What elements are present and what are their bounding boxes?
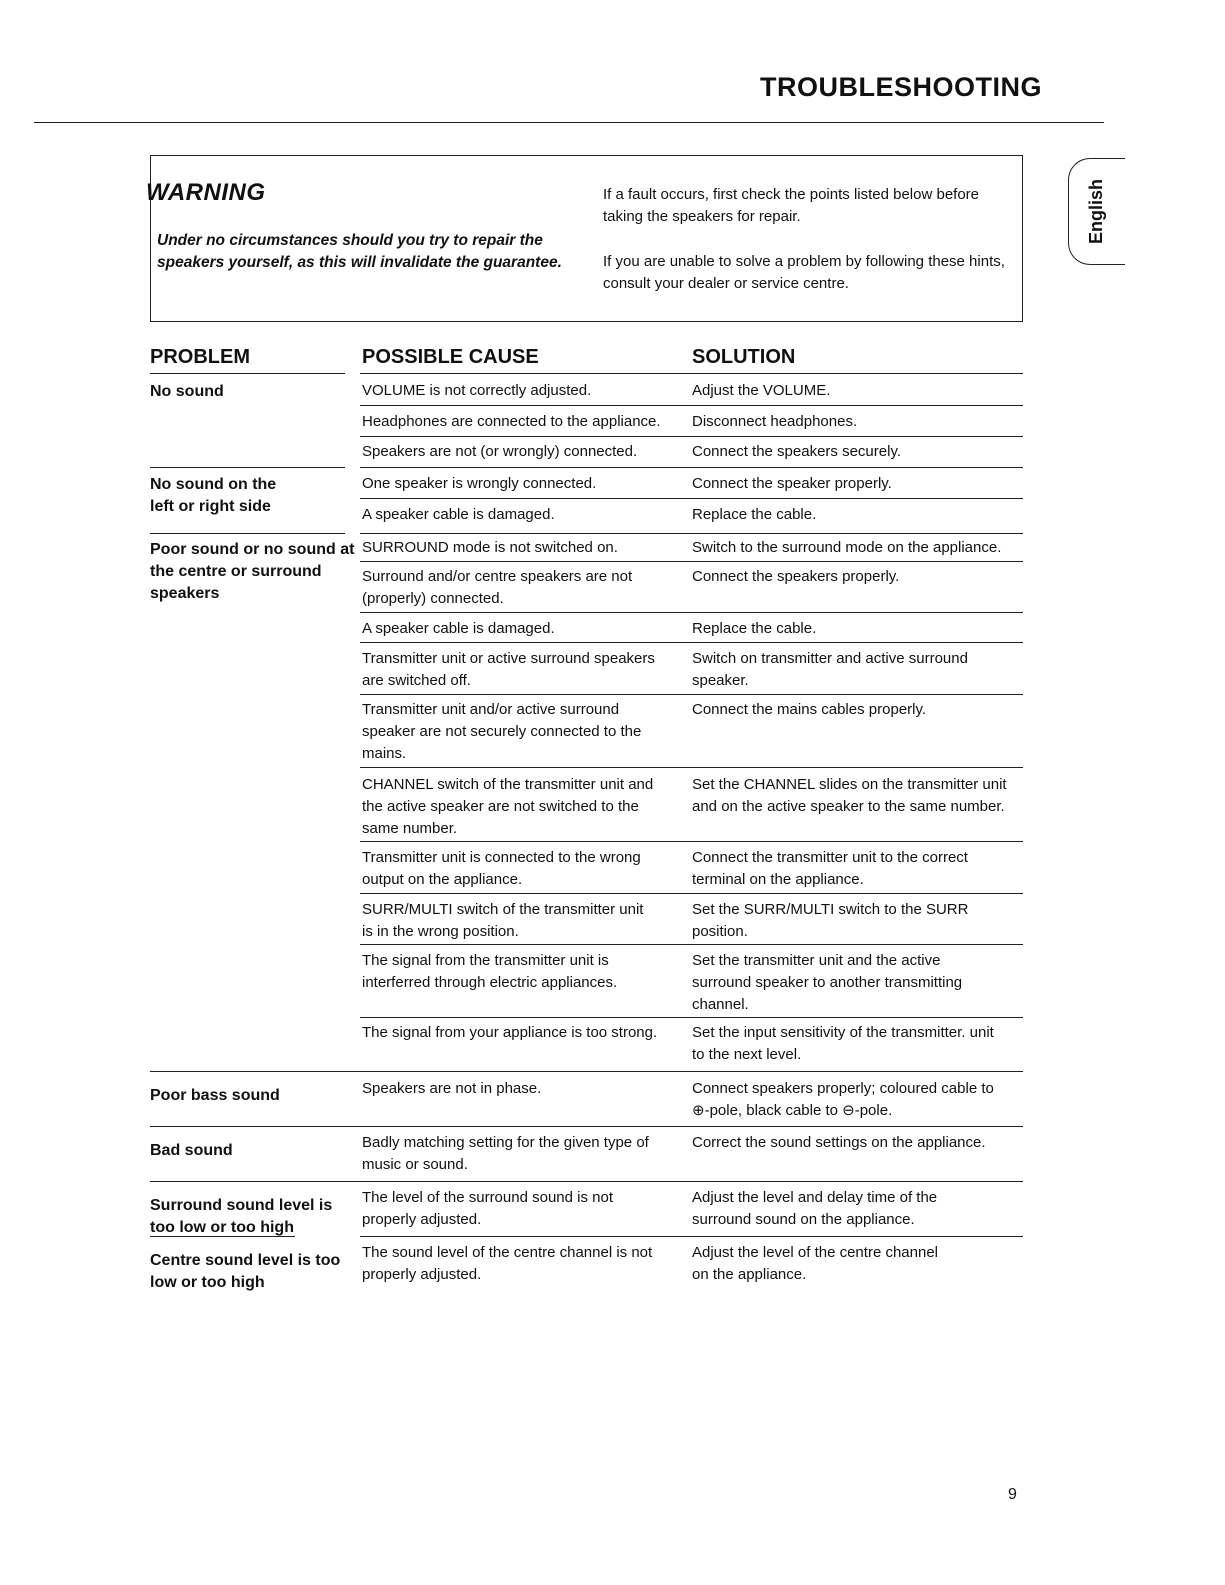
row-divider	[360, 1181, 1023, 1182]
solution-cell: Disconnect headphones.	[692, 413, 858, 430]
problem-cell: Surround sound level is too low or too high	[150, 1197, 333, 1236]
row-divider	[360, 467, 1023, 468]
cause-cell: Transmitter unit is connected to the wrong output on the appliance.	[362, 849, 641, 888]
cause-cell: Badly matching setting for the given type of music or sound.	[362, 1134, 649, 1173]
solution-cell: Adjust the level and delay time of the surround sound on the appliance.	[692, 1189, 938, 1228]
solution-cell: Switch to the surround mode on the appliance.	[692, 539, 1002, 556]
solution-cell: Connect speakers properly; coloured cable to ⊕-pole, black cable to ⊖-pole.	[692, 1080, 994, 1119]
cause-cell: One speaker is wrongly connected.	[362, 475, 597, 492]
solution-cell: Replace the cable.	[692, 620, 817, 637]
page-number: 9	[1008, 1486, 1017, 1503]
row-divider	[360, 694, 1023, 695]
problem-cell: Centre sound level is too low or too high	[150, 1252, 341, 1291]
row-divider	[360, 1236, 1023, 1237]
solution-cell: Connect the speakers properly.	[692, 568, 900, 585]
row-divider	[360, 642, 1023, 643]
problem-cell: Poor sound or no sound at the centre or surround speakers	[150, 541, 355, 602]
row-divider	[360, 561, 1023, 562]
solution-cell: Set the transmitter unit and the active surround speaker to another transmitting channel.	[692, 952, 963, 1013]
solution-cell: Set the input sensitivity of the transmitter. unit to the next level.	[692, 1024, 994, 1063]
column-header-possible-cause: POSSIBLE CAUSE	[362, 346, 539, 368]
page-title: TROUBLESHOOTING	[760, 72, 1042, 102]
header-rule	[34, 122, 1104, 123]
row-divider	[360, 533, 1023, 534]
problem-divider	[150, 1181, 360, 1182]
cause-cell: The signal from the transmitter unit is interferred through electric appliances.	[362, 952, 618, 991]
cause-cell: CHANNEL switch of the transmitter unit and the active speaker are not switched to the same number.	[362, 776, 654, 837]
row-divider	[360, 436, 1023, 437]
problem-cell: Poor bass sound	[150, 1087, 280, 1104]
cause-cell: A speaker cable is damaged.	[362, 620, 555, 637]
cause-cell: The sound level of the centre channel is not properly adjusted.	[362, 1244, 653, 1283]
row-divider	[360, 612, 1023, 613]
problem-divider	[150, 1071, 360, 1072]
row-divider	[360, 893, 1023, 894]
problem-divider	[150, 1236, 295, 1237]
row-divider	[360, 405, 1023, 406]
language-tab-label: English	[1085, 178, 1106, 244]
problem-divider	[150, 467, 345, 468]
solution-cell: Adjust the VOLUME.	[692, 382, 831, 399]
row-divider	[360, 1126, 1023, 1127]
cause-cell: SURROUND mode is not switched on.	[362, 539, 618, 556]
cause-cell: Transmitter unit and/or active surround speaker are not securely connected to the mains.	[362, 701, 642, 762]
solution-cell: Connect the speakers securely.	[692, 443, 901, 460]
row-divider	[360, 841, 1023, 842]
solution-cell: Adjust the level of the centre channel on the appliance.	[692, 1244, 938, 1283]
row-divider	[360, 944, 1023, 945]
cause-cell: Speakers are not in phase.	[362, 1080, 542, 1097]
cause-cell: SURR/MULTI switch of the transmitter unit is in the wrong position.	[362, 901, 644, 940]
solution-cell: Correct the sound settings on the appliance.	[692, 1134, 986, 1151]
warning-text: Under no circumstances should you try to repair the speakers yourself, as this will invalidate the guarantee.	[157, 232, 562, 271]
cause-cell: VOLUME is not correctly adjusted.	[362, 382, 592, 399]
cause-cell: Surround and/or centre speakers are not (properly) connected.	[362, 568, 633, 607]
cause-cell: A speaker cable is damaged.	[362, 506, 555, 523]
row-divider	[360, 767, 1023, 768]
solution-cell: Set the SURR/MULTI switch to the SURR position.	[692, 901, 969, 940]
row-divider	[360, 1071, 1023, 1072]
column-header-rule	[150, 373, 345, 374]
cause-cell: The level of the surround sound is not properly adjusted.	[362, 1189, 613, 1228]
column-header-problem: PROBLEM	[150, 346, 250, 368]
row-divider	[360, 1017, 1023, 1018]
intro-text-2: If you are unable to solve a problem by following these hints, consult your dealer or service centre.	[603, 253, 1005, 292]
solution-cell: Replace the cable.	[692, 506, 817, 523]
problem-cell: No sound	[150, 383, 224, 400]
solution-cell: Connect the speaker properly.	[692, 475, 892, 492]
column-header-rule	[360, 373, 1023, 374]
problem-divider	[150, 1126, 360, 1127]
solution-cell: Connect the transmitter unit to the correct terminal on the appliance.	[692, 849, 968, 888]
row-divider	[360, 498, 1023, 499]
problem-divider	[150, 533, 345, 534]
solution-cell: Switch on transmitter and active surround speaker.	[692, 650, 968, 689]
cause-cell: Speakers are not (or wrongly) connected.	[362, 443, 638, 460]
problem-cell: No sound on the left or right side	[150, 476, 277, 515]
cause-cell: Transmitter unit or active surround speakers are switched off.	[362, 650, 655, 689]
intro-text-1: If a fault occurs, first check the points listed below before taking the speakers for repair.	[603, 186, 980, 225]
column-header-solution: SOLUTION	[692, 346, 796, 368]
cause-cell: Headphones are connected to the appliance.	[362, 413, 661, 430]
solution-cell: Set the CHANNEL slides on the transmitter unit and on the active speaker to the same number.	[692, 776, 1007, 815]
problem-cell: Bad sound	[150, 1142, 233, 1159]
cause-cell: The signal from your appliance is too strong.	[362, 1024, 658, 1041]
warning-title: WARNING	[146, 179, 266, 206]
solution-cell: Connect the mains cables properly.	[692, 701, 927, 718]
